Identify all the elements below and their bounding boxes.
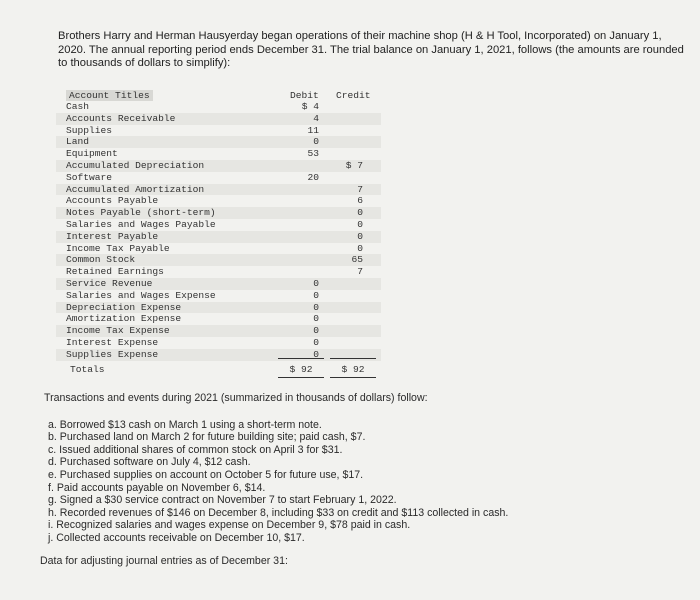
debit-total-rule — [278, 377, 324, 378]
account-title: Salaries and Wages Expense — [66, 289, 216, 301]
debit-amount: 0 — [313, 336, 319, 348]
table-row — [56, 231, 381, 243]
account-title: Amortization Expense — [66, 313, 182, 325]
account-title: Cash — [66, 101, 90, 112]
trial-balance-table — [56, 88, 381, 378]
table-row — [56, 101, 381, 113]
account-title: Notes Payable (short-term) — [66, 207, 216, 219]
debit-amount: 0 — [313, 325, 319, 337]
credit-total-rule — [330, 377, 376, 378]
debit-header: Debit — [290, 90, 319, 101]
account-title: Retained Earnings — [66, 266, 164, 278]
credit-amount: 65 — [351, 254, 363, 266]
totals-row — [56, 364, 381, 376]
credit-amount: 0 — [357, 230, 363, 242]
account-title: Depreciation Expense — [66, 301, 182, 313]
table-row — [56, 325, 381, 337]
credit-header: Credit — [336, 90, 371, 101]
table-row — [56, 172, 381, 184]
totals-credit: $ 92 — [341, 364, 365, 375]
credit-amount: 6 — [357, 195, 363, 207]
credit-sum-rule — [330, 358, 376, 359]
list-item: d. Purchased software on July 4, $12 cash. — [48, 456, 251, 469]
account-title: Interest Payable — [66, 230, 159, 242]
account-title: Accumulated Amortization — [66, 183, 205, 195]
credit-amount: 0 — [357, 242, 363, 254]
credit-amount: 0 — [357, 207, 363, 219]
totals-debit: $ 92 — [289, 364, 313, 375]
transactions-section — [40, 392, 684, 567]
account-title: Accumulated Depreciation — [66, 159, 205, 171]
table-row — [56, 254, 381, 266]
problem-intro — [58, 30, 688, 71]
table-row — [56, 136, 381, 148]
debit-amount: 0 — [313, 348, 319, 360]
account-title: Interest Expense — [66, 336, 159, 348]
list-item: h. Recorded revenues of $146 on December 8, including $33 on credit and $113 collected in cash. — [48, 506, 509, 519]
table-row — [56, 125, 381, 137]
table-row — [56, 278, 381, 290]
list-item: f. Paid accounts payable on November 6, $14. — [48, 481, 266, 494]
list-item: e. Purchased supplies on account on October 5 for future use, $17. — [48, 468, 364, 481]
table-row — [56, 184, 381, 196]
transactions-list — [44, 419, 684, 545]
debit-amount: 20 — [307, 171, 319, 183]
credit-amount: 0 — [357, 218, 363, 230]
list-item: i. Recognized salaries and wages expense on December 9, $78 paid in cash. — [48, 519, 411, 532]
table-row — [56, 337, 381, 349]
debit-amount: 0 — [313, 313, 319, 325]
account-title: Supplies Expense — [66, 348, 159, 360]
debit-amount: 0 — [313, 277, 319, 289]
debit-amount: 53 — [307, 148, 319, 160]
table-row — [56, 207, 381, 219]
table-row — [56, 302, 381, 314]
list-item: j. Collected accounts receivable on December 10, $17. — [48, 531, 305, 544]
debit-amount: 0 — [313, 301, 319, 313]
intro-paragraph: Brothers Harry and Herman Hausyerday began operations of their machine shop (H & H Tool, Incorporated) on January 1, 2020. The annual reporting period ends December 31. The trial balance on January 1, 2021, follows (the amounts are rounded to thousands of dollars to simplify): — [58, 30, 684, 69]
table-row — [56, 113, 381, 125]
account-titles-header: Account Titles — [66, 90, 153, 101]
account-title: Accounts Payable — [66, 195, 159, 207]
table-row — [56, 160, 381, 172]
table-row — [56, 243, 381, 255]
credit-amount: $ 7 — [345, 159, 363, 171]
debit-amount: 0 — [313, 289, 319, 301]
list-item: b. Purchased land on March 2 for future building site; paid cash, $7. — [48, 431, 366, 444]
account-title: Income Tax Payable — [66, 242, 170, 254]
account-title: Accounts Receivable — [66, 112, 176, 124]
account-title: Land — [66, 136, 90, 148]
account-title: Common Stock — [66, 254, 136, 266]
table-row — [56, 290, 381, 302]
debit-amount: 0 — [313, 136, 319, 148]
totals-label: Totals — [70, 364, 105, 375]
table-row — [56, 195, 381, 207]
list-item: c. Issued additional shares of common stock on April 3 for $31. — [48, 443, 343, 456]
account-title: Service Revenue — [66, 277, 153, 289]
table-row — [56, 313, 381, 325]
list-item: g. Signed a $30 service contract on November 7 to start February 1, 2022. — [48, 494, 397, 507]
transactions-lead: Transactions and events during 2021 (summarized in thousands of dollars) follow: — [44, 392, 428, 404]
account-title: Software — [66, 171, 113, 183]
trial-balance-rows — [56, 101, 381, 361]
debit-amount: 11 — [307, 124, 319, 136]
account-title: Supplies — [66, 124, 113, 136]
table-row — [56, 148, 381, 160]
credit-amount: 7 — [357, 183, 363, 195]
account-title: Income Tax Expense — [66, 325, 170, 337]
debit-amount: $ 4 — [301, 101, 319, 112]
debit-amount: 4 — [313, 112, 319, 124]
account-title: Salaries and Wages Payable — [66, 218, 216, 230]
account-title: Equipment — [66, 148, 118, 160]
debit-sum-rule — [278, 358, 324, 359]
credit-amount: 7 — [357, 266, 363, 278]
adjusting-data-heading: Data for adjusting journal entries as of December 31: — [40, 554, 288, 567]
table-row — [56, 266, 381, 278]
table-row — [56, 219, 381, 231]
list-item: a. Borrowed $13 cash on March 1 using a short-term note. — [48, 418, 322, 431]
